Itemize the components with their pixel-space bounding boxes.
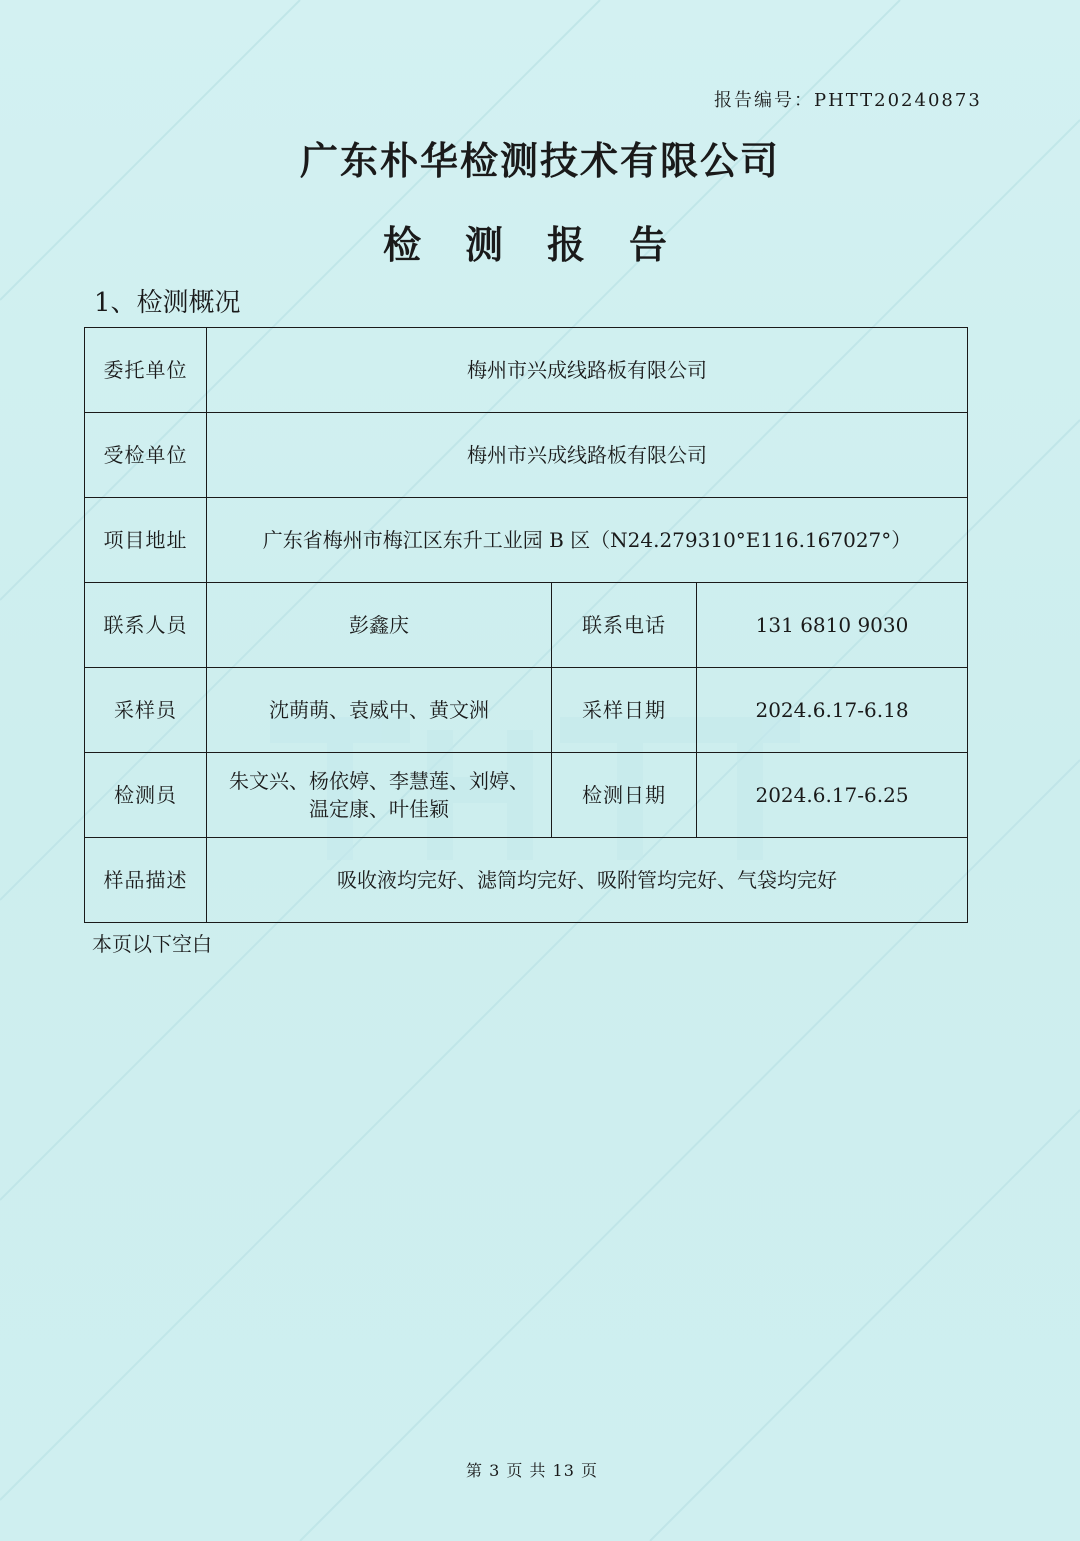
row-value-sample-description: 吸收液均完好、滤筒均完好、吸附管均完好、气袋均完好: [207, 838, 968, 923]
row-label-client: 委托单位: [85, 328, 207, 413]
table-row: [85, 413, 968, 498]
document-title: 检测报告: [382, 223, 711, 267]
row-value-sampler: 沈萌萌、袁威中、黄文洲: [207, 668, 552, 753]
row-label-sample-description: 样品描述: [85, 838, 207, 923]
row-label-phone: 联系电话: [552, 583, 697, 668]
row-label-sampling-date: 采样日期: [552, 668, 697, 753]
row-label-contact: 联系人员: [85, 583, 207, 668]
row-value-address: 广东省梅州市梅江区东升工业园 B 区（N24.279310°E116.167027°）: [207, 498, 968, 583]
blank-page-note: 本页以下空白: [92, 932, 212, 956]
table-row: [85, 328, 968, 413]
row-label-test-date: 检测日期: [552, 753, 697, 838]
row-value-client: 梅州市兴成线路板有限公司: [207, 328, 968, 413]
summary-table: [84, 327, 968, 923]
row-value-sampling-date: 2024.6.17-6.18: [697, 668, 968, 753]
report-number: 报告编号：PHTT20240873: [714, 90, 982, 111]
table-row: [85, 668, 968, 753]
row-value-inspected-unit: 梅州市兴成线路板有限公司: [207, 413, 968, 498]
row-value-tester: [207, 753, 552, 838]
row-label-sampler: 采样员: [85, 668, 207, 753]
row-value-contact: 彭鑫庆: [207, 583, 552, 668]
tester-line-2: 温定康、叶佳颖: [309, 797, 449, 821]
company-name: 广东朴华检测技术有限公司: [299, 139, 780, 183]
row-value-test-date: 2024.6.17-6.25: [697, 753, 968, 838]
section-heading: 1、检测概况: [94, 288, 241, 318]
table-row: [85, 753, 968, 838]
table-row: [85, 838, 968, 923]
table-row: [85, 583, 968, 668]
table-row: [85, 498, 968, 583]
row-label-address: 项目地址: [85, 498, 207, 583]
row-value-phone: 131 6810 9030: [697, 583, 968, 668]
row-label-inspected-unit: 受检单位: [85, 413, 207, 498]
tester-line-1: 朱文兴、杨依婷、李慧莲、刘婷、: [229, 769, 529, 793]
page-footer: 第 3 页 共 13 页: [466, 1461, 598, 1480]
row-label-tester: 检测员: [85, 753, 207, 838]
